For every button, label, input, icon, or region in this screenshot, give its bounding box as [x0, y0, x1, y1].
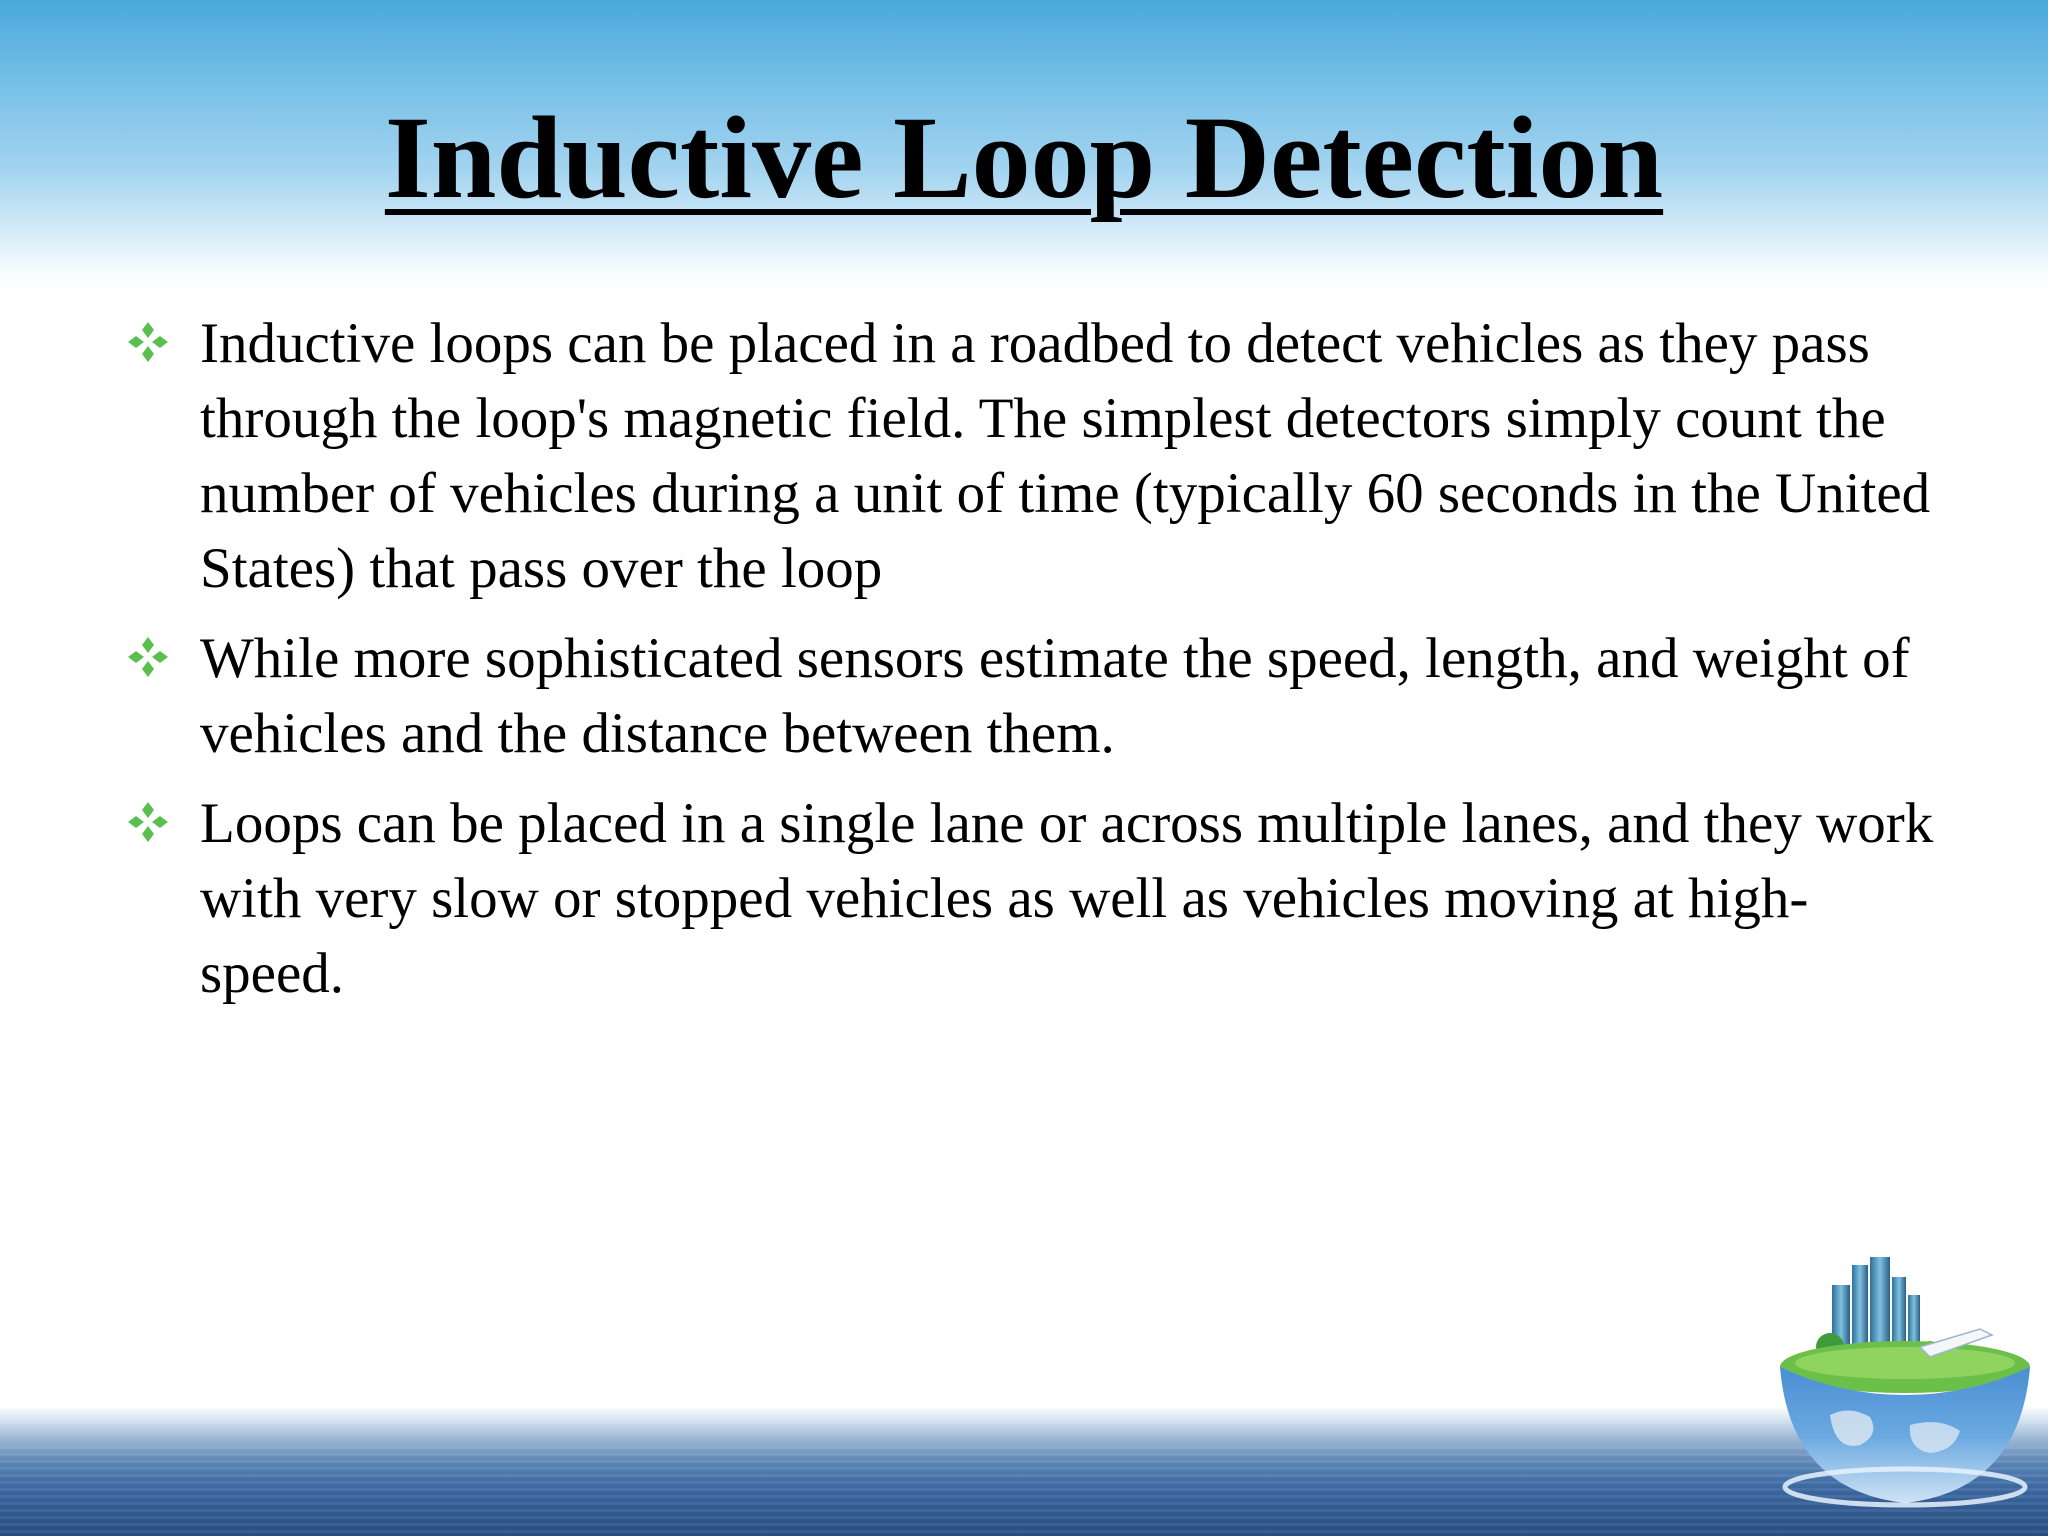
- footer-wave-band: [0, 1406, 2048, 1536]
- bullet-list: [120, 306, 1940, 1026]
- bullet-item: [120, 306, 1940, 606]
- slide-title: Inductive Loop Detection: [384, 92, 1664, 223]
- bullet-text: Loops can be placed in a single lane or across multiple lanes, and they work with very slow or stopped vehicles as well as vehicles moving at high-speed.: [200, 792, 1934, 1005]
- bullet-text: While more sophisticated sensors estimate the speed, length, and weight of vehicles and the distance between them.: [200, 627, 1910, 765]
- four-diamond-bullet-icon: [126, 800, 170, 844]
- bullet-item: [120, 621, 1940, 771]
- four-diamond-bullet-icon: [126, 635, 170, 679]
- bullet-item: [120, 786, 1940, 1011]
- globe-city-icon: [1770, 1255, 2040, 1525]
- four-diamond-bullet-icon: [126, 320, 170, 364]
- bullet-text: Inductive loops can be placed in a roadbed to detect vehicles as they pass through the loop's magnetic field. The simplest detectors simply count the number of vehicles during a unit of time (typically 60 seconds in the United States) that pass over the loop: [200, 312, 1931, 600]
